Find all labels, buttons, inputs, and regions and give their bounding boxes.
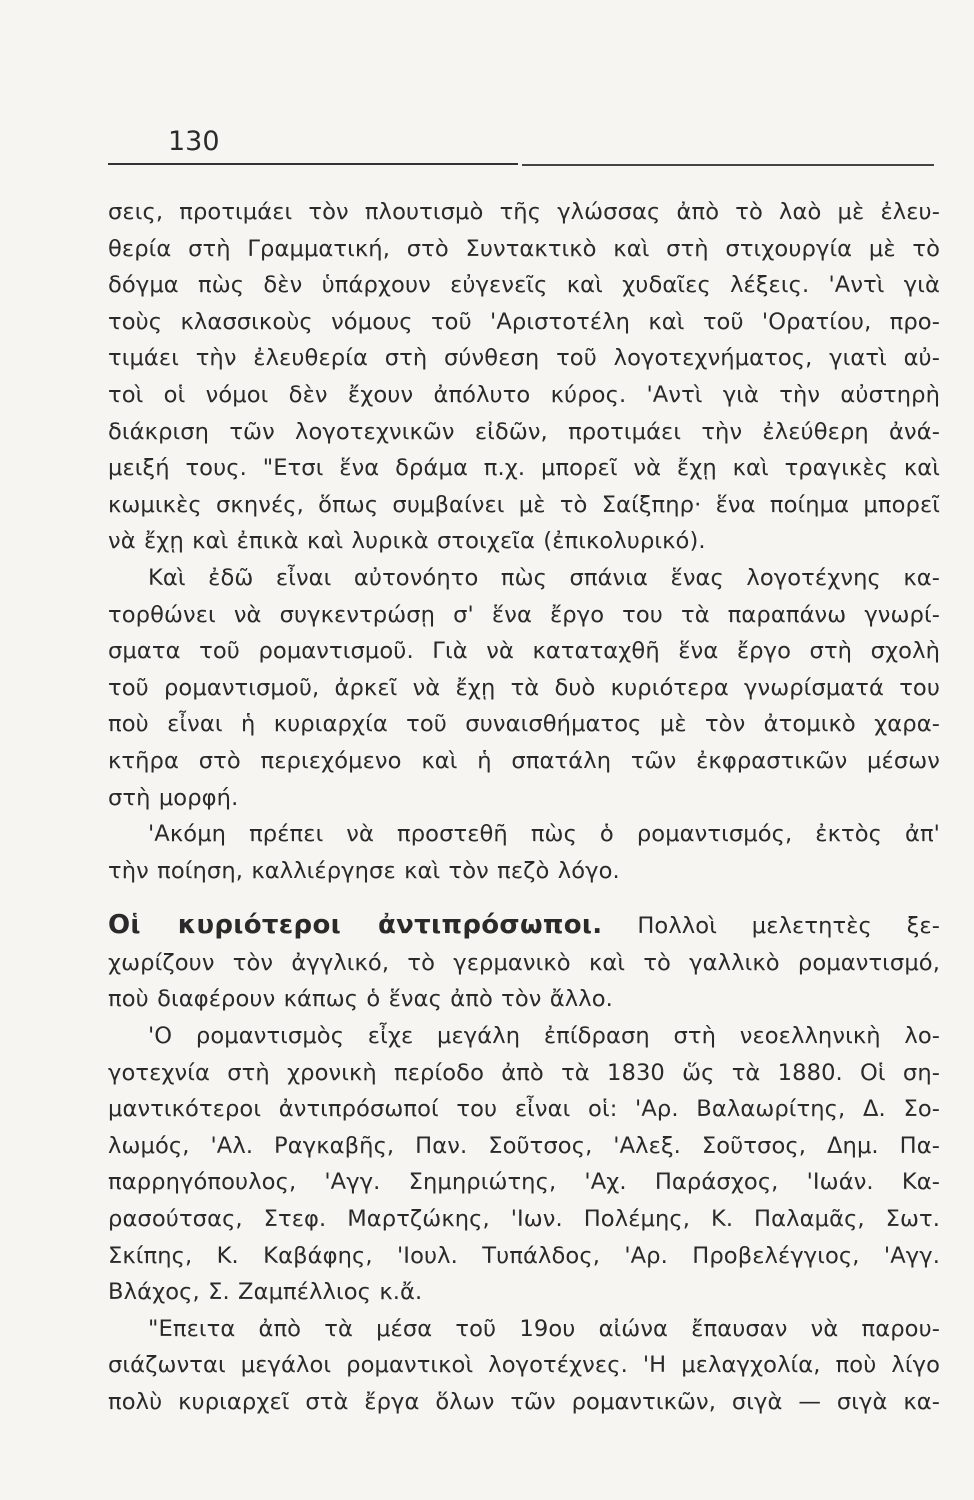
text-line: Σκίπης, Κ. Καβάφης, 'Ιουλ. Τυπάλδος, 'Αρ. Προβελέγγιος, 'Αγγ. bbox=[108, 1242, 940, 1269]
text-line: τιμάει τὴν ἐλευθερία στὴ σύνθεση τοῦ λογοτεχνήματος, γιατὶ αὐ- bbox=[108, 345, 940, 372]
text-line: τοῦ ρομαντισμοῦ, ἀρκεῖ νὰ ἔχῃ τὰ δυὸ κυριότερα γνωρίσματά του bbox=[108, 674, 940, 701]
text-line: λωμός, 'Αλ. Ραγκαβῆς, Παν. Σοῦτσος, 'Αλεξ. Σοῦτσος, Δημ. Πα- bbox=[108, 1132, 940, 1159]
text-line: στὴ μορφή. bbox=[108, 784, 239, 811]
body-text bbox=[108, 194, 940, 1421]
text-line: σεις, προτιμάει τὸν πλουτισμὸ τῆς γλώσσας ἀπὸ τὸ λαὸ μὲ ἐλευ- bbox=[108, 199, 940, 225]
text-line: γοτεχνία στὴ χρονικὴ περίοδο ἀπὸ τὰ 1830 ὥς τὰ 1880. Οἱ ση- bbox=[108, 1059, 940, 1086]
section-heading: Οἱ κυριότεροι ἀντιπρόσωποι. bbox=[108, 910, 603, 941]
text-line: τορθώνει νὰ συγκεντρώσῃ σ' ἕνα ἔργο του τὰ παραπάνω γνωρί- bbox=[108, 601, 940, 628]
heading-line-text: Πολλοὶ μελετητὲς ξε- bbox=[637, 913, 940, 940]
text-line: Καὶ ἐδῶ εἶναι αὐτονόητο πὼς σπάνια ἕνας λογοτέχνης κα- bbox=[148, 564, 940, 591]
text-line: μαντικότεροι ἀντιπρόσωποί του εἶναι οἱ: 'Αρ. Βαλαωρίτης, Δ. Σο- bbox=[108, 1096, 940, 1123]
text-line: 'Ο ρομαντισμὸς εἶχε μεγάλη ἐπίδραση στὴ νεοελληνικὴ λο- bbox=[148, 1023, 940, 1050]
text-line: Βλάχος, Σ. Ζαμπέλλιος κ.ἄ. bbox=[108, 1279, 423, 1306]
header-rule-right bbox=[522, 164, 934, 166]
text-line: κωμικὲς σκηνές, ὅπως συμβαίνει μὲ τὸ Σαίξπηρ· ἕνα ποίημα μπορεῖ bbox=[108, 491, 940, 518]
text-line: ποὺ διαφέρουν κάπως ὁ ἕνας ἀπὸ τὸν ἄλλο. bbox=[108, 986, 613, 1013]
text-line: χωρίζουν τὸν ἀγγλικό, τὸ γερμανικὸ καὶ τὸ γαλλικὸ ρομαντισμό, bbox=[108, 949, 940, 976]
text-line: τὴν ποίηση, καλλιέργησε καὶ τὸν πεζὸ λόγο. bbox=[108, 857, 620, 884]
section-gap bbox=[108, 889, 940, 907]
text-line bbox=[108, 907, 940, 945]
text-line: νὰ ἔχῃ καὶ ἐπικὰ καὶ λυρικὰ στοιχεῖα (ἐπικολυρικό). bbox=[108, 528, 706, 555]
text-line: δόγμα πὼς δὲν ὑπάρχουν εὐγενεῖς καὶ χυδαῖες λέξεις. 'Αντὶ γιὰ bbox=[108, 272, 940, 299]
text-line: κτῆρα στὸ περιεχόμενο καὶ ἡ σπατάλη τῶν ἐκφραστικῶν μέσων bbox=[108, 747, 940, 774]
text-line: ρασούτσας, Στεφ. Μαρτζώκης, 'Ιων. Πολέμης, Κ. Παλαμᾶς, Σωτ. bbox=[108, 1206, 940, 1233]
text-line: τοὺς κλασσικοὺς νόμους τοῦ 'Αριστοτέλη καὶ τοῦ 'Ορατίου, προ- bbox=[108, 308, 940, 335]
text-line: 'Ακόμη πρέπει νὰ προστεθῆ πὼς ὁ ρομαντισμός, ἐκτὸς ἀπ' bbox=[148, 821, 940, 848]
text-line: σματα τοῦ ρομαντισμοῦ. Γιὰ νὰ καταταχθῆ ἕνα ἔργο στὴ σχολὴ bbox=[108, 638, 940, 665]
text-line: θερία στὴ Γραμματική, στὸ Συντακτικὸ καὶ στὴ στιχουργία μὲ τὸ bbox=[108, 235, 940, 262]
header-rule-left bbox=[108, 163, 518, 165]
text-line: "Επειτα ἀπὸ τὰ μέσα τοῦ 19ου αἰώνα ἔπαυσαν νὰ παρου- bbox=[148, 1315, 940, 1342]
text-line: ποὺ εἶναι ἡ κυριαρχία τοῦ συναισθήματος μὲ τὸν ἀτομικὸ χαρα- bbox=[108, 711, 940, 738]
text-line: μειξή τους. "Ετσι ἕνα δράμα π.χ. μπορεῖ νὰ ἔχῃ καὶ τραγικὲς καὶ bbox=[108, 455, 940, 482]
page-number: 130 bbox=[168, 126, 220, 157]
text-line: σιάζωνται μεγάλοι ρομαντικοὶ λογοτέχνες. 'Η μελαγχολία, ποὺ λίγο bbox=[108, 1352, 940, 1379]
text-line: τοὶ οἱ νόμοι δὲν ἔχουν ἀπόλυτο κύρος. 'Αντὶ γιὰ τὴν αὐστηρὴ bbox=[108, 381, 940, 408]
text-line: διάκριση τῶν λογοτεχνικῶν εἰδῶν, προτιμάει τὴν ἐλεύθερη ἀνά- bbox=[108, 418, 940, 445]
text-line: πολὺ κυριαρχεῖ στὰ ἔργα ὅλων τῶν ρομαντικῶν, σιγὰ — σιγὰ κα- bbox=[108, 1389, 940, 1415]
text-line: παρρηγόπουλος, 'Αγγ. Σημηριώτης, 'Αχ. Παράσχος, 'Ιωάν. Κα- bbox=[108, 1169, 940, 1196]
